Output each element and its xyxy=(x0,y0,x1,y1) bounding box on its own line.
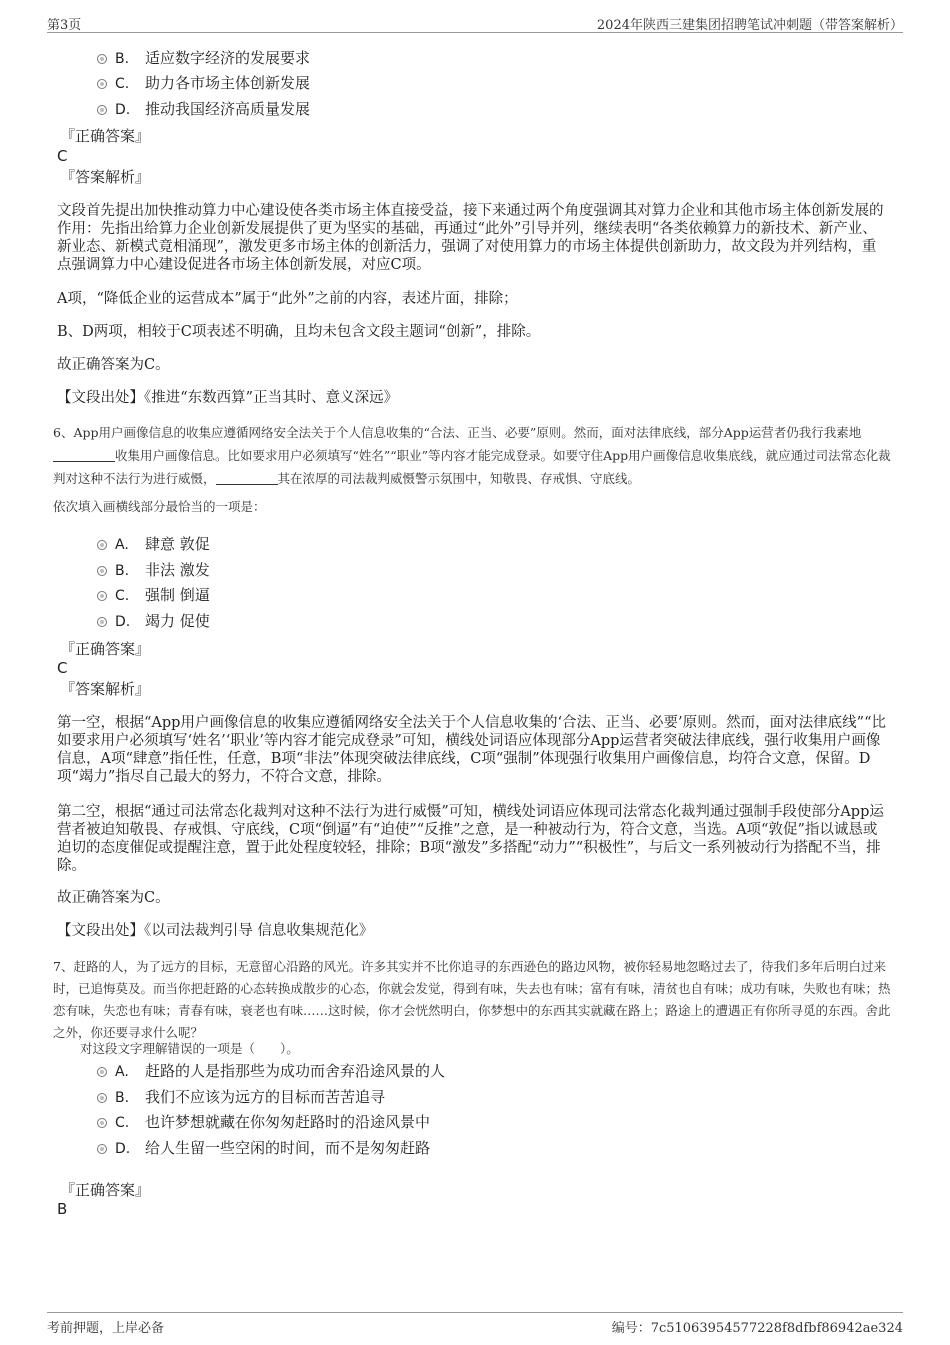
q6-analysis-paragraph: 第一空，根据“App用户画像信息的收集应遵循网络安全法关于个人信息收集的‘合法、正当、必要’原则。然而，面对法律底线”“比如要求用户必须填写‘姓名’‘职业’等内容才能完成登录”可知，横线处词语应体现部分App运营者突破法律底线，强行收集用户画像信息，A项“肆意”指任性，任意，B项“非法”体现突破法律底线，C项“强制”体现强行收集用户画像信息，均符合文意，保留。D项“竭力”指尽自己最大的努力，不符合文意，排除。 xyxy=(57,715,886,785)
document-id: 编号：7c51063954577228f8dfbf86942ae324 xyxy=(611,1321,903,1336)
radio-icon[interactable] xyxy=(97,1067,107,1077)
q6-analysis-label: 『答案解析』 xyxy=(60,680,151,698)
q6-stem: 6、App用户画像信息的收集应遵循网络安全法关于个人信息收集的“合法、正当、必要”原则。然而，面对法律底线，部分App运营者仍我行我素地收集用户画像信息。比如要求用户必须填写“姓名”“职业”等内容才能完成登录。如要守住App用户画像信息收集底线，就应通过司法常态化裁判对这种不法行为进行威慑， 其在浓厚的司法裁判威慑警示氛围中，知敬畏、存戒惧、守底线。 xyxy=(53,425,891,486)
q5-answer-label: 『正确答案』 xyxy=(60,127,151,145)
page-footer xyxy=(47,1312,903,1339)
q5-source: 【文段出处】《推进“东数西算”正当其时、意义深远》 xyxy=(57,390,399,406)
q6-answer-label: 『正确答案』 xyxy=(60,640,151,658)
q7-option-d[interactable]: D. 给人生留一些空闲的时间，而不是匆匆赶路 xyxy=(97,1138,430,1159)
radio-icon[interactable] xyxy=(97,617,107,627)
q5-analysis-paragraph: A项，“降低企业的运营成本”属于“此外”之前的内容，表述片面，排除； xyxy=(57,291,518,307)
q5-analysis-conclusion: 故正确答案为C。 xyxy=(57,357,170,373)
blank-line xyxy=(216,472,278,485)
q6-analysis-paragraph: 第二空，根据“通过司法常态化裁判对这种不法行为进行威慑”可知，横线处词语应体现司法常态化裁判通过强制手段使部分App运营者被迫知敬畏、存戒惧、守底线，C项“倒逼”有“迫使”“反推”之意，是一种被动行为，符合文意，当选。A项“敦促”指以诚恳或迫切的态度催促或提醒注意，置于此处程度较轻，排除；B项“激发”多搭配“动力”“积极性”，与后文一系列被动行为搭配不当，排除。 xyxy=(57,804,884,874)
q7-prompt: 对这段文字理解错误的一项是（ ）。 xyxy=(80,1041,299,1056)
q7-option-a[interactable]: A. 赶路的人是指那些为成功而舍弃沿途风景的人 xyxy=(97,1061,445,1082)
radio-icon[interactable] xyxy=(97,540,107,550)
radio-icon[interactable] xyxy=(97,1093,107,1103)
q6-option-c[interactable]: C. 强制 倒逼 xyxy=(97,585,210,606)
q7-stem: 7、赶路的人，为了远方的目标，无意留心沿路的风光。许多其实并不比你追寻的东西逊色的路边风物，被你轻易地忽略过去了，待我们多年后明白过来时，已追悔莫及。而当你把赶路的心态转换成散步的心态，你就会发觉，得到有味，失去也有味；富有有味，清贫也自有味；成功有味，失败也有味；热恋有味，失恋也有味；青春有味，衰老也有味……这时候，你才会恍然明白，你梦想中的东西其实就藏在路上；路途上的遭遇正有你所寻觅的东西。舍此之外，你还要寻求什么呢？ xyxy=(53,959,891,1040)
q7-answer-label: 『正确答案』 xyxy=(60,1181,151,1199)
page-header xyxy=(47,12,903,33)
radio-icon[interactable] xyxy=(97,54,107,64)
q5-answer: C xyxy=(57,147,68,165)
document-title: 2024年陕西三建集团招聘笔试冲刺题（带答案解析） xyxy=(596,18,903,33)
q6-answer: C xyxy=(57,659,68,677)
radio-icon[interactable] xyxy=(97,79,107,89)
radio-icon[interactable] xyxy=(97,566,107,576)
q6-analysis-conclusion: 故正确答案为C。 xyxy=(57,890,170,906)
q7-option-c[interactable]: C. 也许梦想就藏在你匆匆赶路时的沿途风景中 xyxy=(97,1112,430,1133)
radio-icon[interactable] xyxy=(97,105,107,115)
q7-option-b[interactable]: B. 我们不应该为远方的目标而苦苦追寻 xyxy=(97,1087,385,1108)
q6-option-d[interactable]: D. 竭力 促使 xyxy=(97,611,210,632)
radio-icon[interactable] xyxy=(97,1118,107,1128)
q5-analysis-paragraph: 文段首先提出加快推动算力中心建设使各类市场主体直接受益，接下来通过两个角度强调其对算力企业和其他市场主体创新发展的作用：先指出给算力企业创新发展提供了更为坚实的基础，再通过“此外”引导并列，继续表明“各类依赖算力的新技术、新产业、新业态、新模式竟相涌现”，激发更多市场主体的创新活力，强调了对使用算力的市场主体提供创新助力，故文段为并列结构，重点强调算力中心建设促进各市场主体创新发展，对应C项。 xyxy=(57,203,884,273)
q5-analysis-paragraph: B、D两项，相较于C项表述不明确，且均未包含文段主题词“创新”，排除。 xyxy=(57,324,541,340)
q5-analysis-label: 『答案解析』 xyxy=(60,168,151,186)
q5-option-d[interactable]: D. 推动我国经济高质量发展 xyxy=(97,99,310,120)
q6-option-b[interactable]: B. 非法 激发 xyxy=(97,560,210,581)
q6-prompt: 依次填入画横线部分最恰当的一项是： xyxy=(53,499,266,514)
q6-option-a[interactable]: A. 肆意 敦促 xyxy=(97,534,210,555)
page-number: 第3页 xyxy=(47,18,82,33)
blank-line xyxy=(53,449,115,462)
q7-answer: B xyxy=(57,1200,68,1218)
footer-slogan: 考前押题，上岸必备 xyxy=(47,1321,165,1336)
q5-option-c[interactable]: C. 助力各市场主体创新发展 xyxy=(97,73,310,94)
radio-icon[interactable] xyxy=(97,1144,107,1154)
q5-option-b[interactable]: B. 适应数字经济的发展要求 xyxy=(97,48,310,69)
q6-source: 【文段出处】《以司法裁判引导 信息收集规范化》 xyxy=(57,923,374,939)
radio-icon[interactable] xyxy=(97,591,107,601)
